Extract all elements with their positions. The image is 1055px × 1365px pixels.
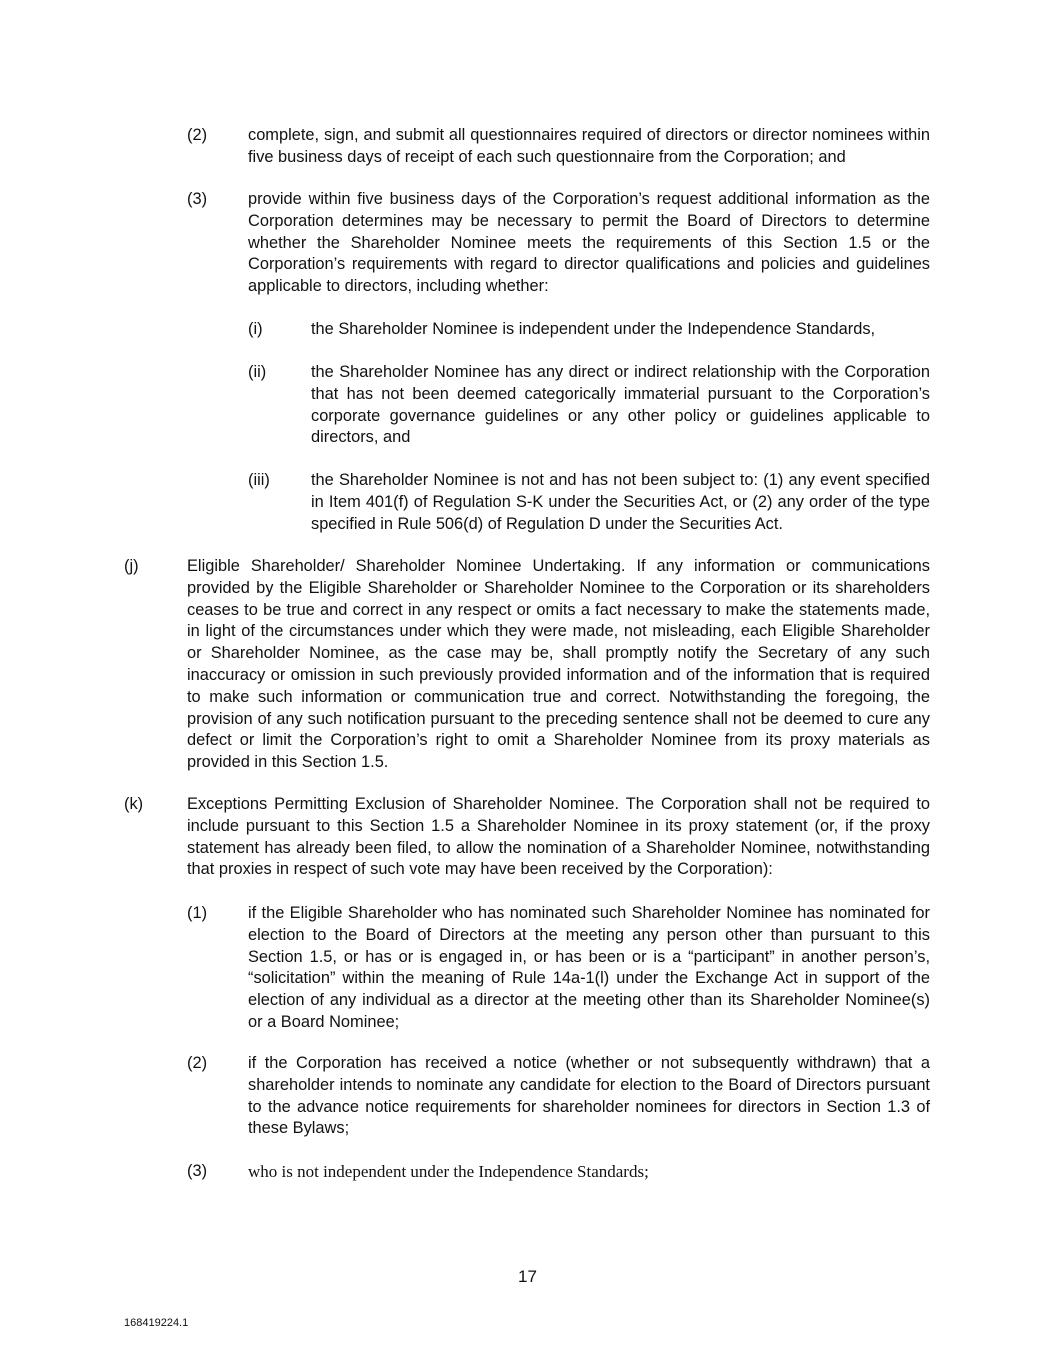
item-label: (j) [124, 557, 139, 575]
paragraph-j-undertaking: Eligible Shareholder/ Shareholder Nominee Undertaking. If any information or communications provided by the Eligible Shareholder or Shareholder Nominee to the Corporation or its shareholders ceases to be true and correct in any respect or omits a fact necessary to make the statements made, in light of the circumstances under which they were made, not misleading, each Eligible Shareholder or Shareholder Nominee, as the case may be, shall promptly notify the Secretary of any such inaccuracy or omission in such previously provided information and of the information that is required to make such information or communication true and correct. Notwithstanding the foregoing, the provision of any such notification pursuant to the preceding sentence shall not be deemed to cure any defect or limit the Corporation’s right to omit a Shareholder Nominee from its proxy materials as provided in this Section 1.5. [187, 557, 930, 772]
paragraph-k2-notice: if the Corporation has received a notice (whether or not subsequently withdrawn) that a shareholder intends to nominate any candidate for election to the Board of Directors pursuant to the advance notice requirements for shareholder nominees for directors in Section 1.3 of these Bylaws; [248, 1054, 930, 1138]
item-label: (3) [187, 190, 208, 208]
paragraph-k1-eligible-shareholder: if the Eligible Shareholder who has nominated such Shareholder Nominee has nominated for election to the Board of Directors at the meeting any person other than pursuant to this Section 1.5, or has or is engaged in, or has been or is a “participant” in another person’s, “solicitation” within the meaning of Rule 14a-1(l) under the Exchange Act in support of the election of any individual as a director at the meeting other than its Shareholder Nominee(s) or a Board Nominee; [248, 904, 930, 1031]
item-label: (iii) [248, 471, 270, 489]
paragraph-iii-events: the Shareholder Nominee is not and has not been subject to: (1) any event specified in Item 401(f) of Regulation S-K under the Securities Act, or (2) any order of the type specified in Rule 506(d) of Regulation D under the Securities Act. [311, 471, 930, 533]
paragraph-2-questionnaires: complete, sign, and submit all questionnaires required of directors or director nominees within five business days of receipt of each such questionnaire from the Corporation; and [248, 126, 930, 166]
paragraph-3-additional-information: provide within five business days of the Corporation’s request additional information as the Corporation determines may be necessary to permit the Board of Directors to determine whether the Shareholder Nominee meets the requirements of this Section 1.5 or the Corporation’s requirements with regard to director qualifications and policies and guidelines applicable to directors, including whether: [248, 190, 930, 296]
paragraph-k3-not-independent: who is not independent under the Independence Standards; [248, 1162, 649, 1181]
item-label: (ii) [248, 363, 267, 381]
item-label: (k) [124, 795, 144, 813]
page-number: 17 [518, 1267, 537, 1286]
item-label: (2) [187, 126, 208, 144]
document-id: 168419224.1 [124, 1317, 189, 1329]
item-label: (3) [187, 1162, 208, 1180]
item-label: (2) [187, 1054, 208, 1072]
item-label: (i) [248, 320, 263, 338]
paragraph-ii-relationship: the Shareholder Nominee has any direct or indirect relationship with the Corporation that has not been deemed categorically immaterial pursuant to the Corporation’s corporate governance guidelines or any other policy or guidelines applicable to directors, and [311, 363, 930, 447]
paragraph-k-exceptions: Exceptions Permitting Exclusion of Shareholder Nominee. The Corporation shall not be required to include pursuant to this Section 1.5 a Shareholder Nominee in its proxy statement (or, if the proxy statement has already been filed, to allow the nomination of a Shareholder Nominee, notwithstanding that proxies in respect of such vote may have been received by the Corporation): [187, 795, 930, 879]
paragraph-i-independent: the Shareholder Nominee is independent under the Independence Standards, [311, 320, 876, 338]
item-label: (1) [187, 904, 208, 922]
